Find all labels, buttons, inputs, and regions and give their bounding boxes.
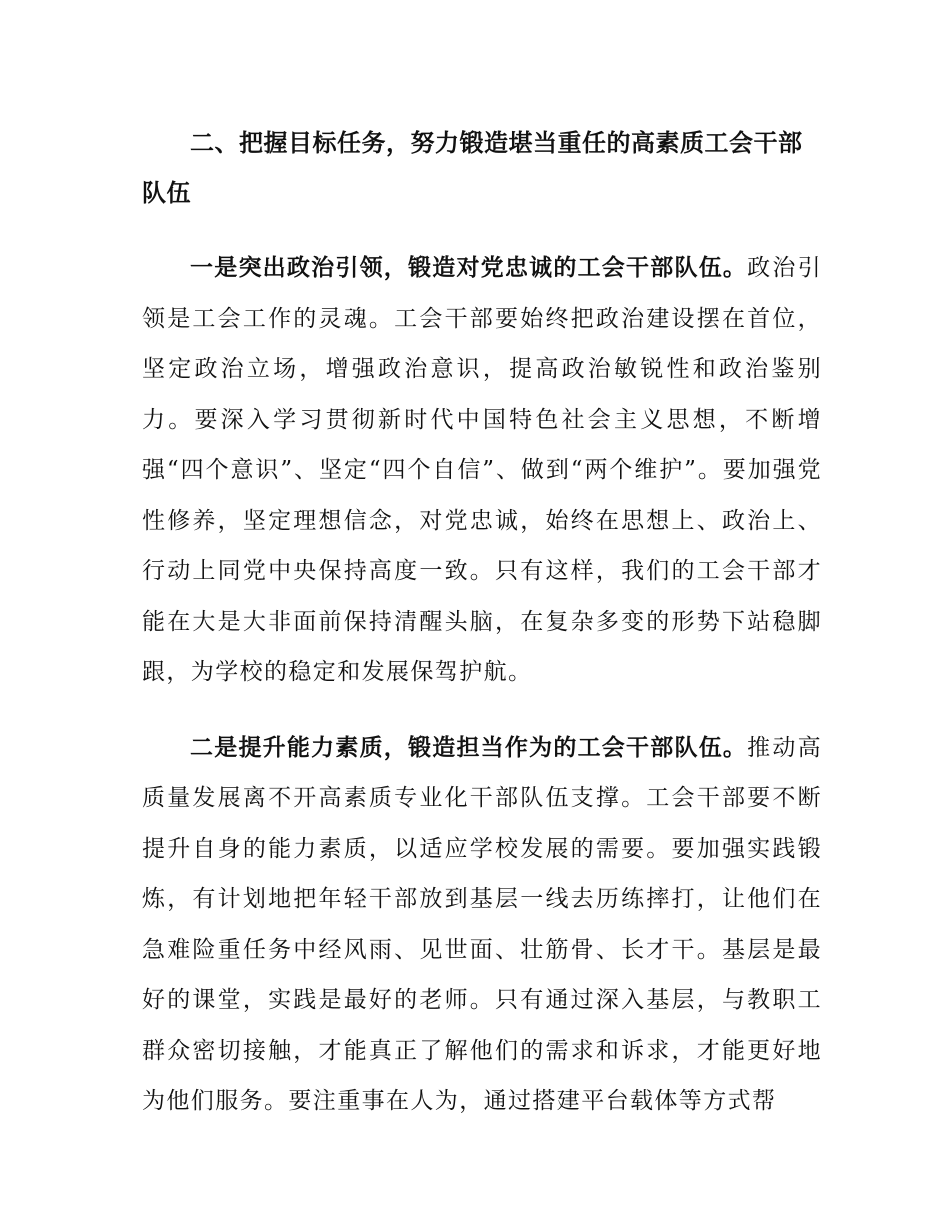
section-heading: 二、把握目标任务，努力锻造堪当重任的高素质工会干部队伍 bbox=[142, 129, 803, 207]
paragraph-body: 推动高质量发展离不开高素质专业化干部队伍支撑。工会干部要不断提升自身的能力素质，以适应学校发展的需要。要加强实践锻炼，有计划地把年轻干部放到基层一线去历练摔打，让他们在急难险重任务中经风雨、见世面、壮筋骨、长才干。基层是最好的课堂，实践是最好的老师。只有通过深入基层，与教职工群众密切接触，才能真正了解他们的需求和诉求，才能更好地为他们服务。要注重事在人为，通过搭建平台载体等方式帮 bbox=[142, 734, 823, 1114]
paragraph-lead: 二是提升能力素质，锻造担当作为的工会干部队伍。 bbox=[190, 734, 748, 761]
paragraph-capability bbox=[142, 723, 822, 1127]
paragraph-political-guidance bbox=[142, 243, 822, 698]
paragraph-body: 政治引领是工会工作的灵魂。工会干部要始终把政治建设摆在首位，坚定政治立场，增强政治意识，提高政治敏锐性和政治鉴别力。要深入学习贯彻新时代中国特色社会主义思想，不断增强“四个意识”、坚定“四个自信”、做到“两个维护”。要加强党性修养，坚定理想信念，对党忠诚，始终在思想上、政治上、行动上同党中央保持高度一致。只有这样，我们的工会干部才能在大是大非面前保持清醒头脑，在复杂多变的形势下站稳脚跟，为学校的稳定和发展保驾护航。 bbox=[142, 255, 823, 685]
paragraph-lead: 一是突出政治引领，锻造对党忠诚的工会干部队伍。 bbox=[190, 255, 748, 281]
document-page bbox=[142, 118, 822, 1127]
